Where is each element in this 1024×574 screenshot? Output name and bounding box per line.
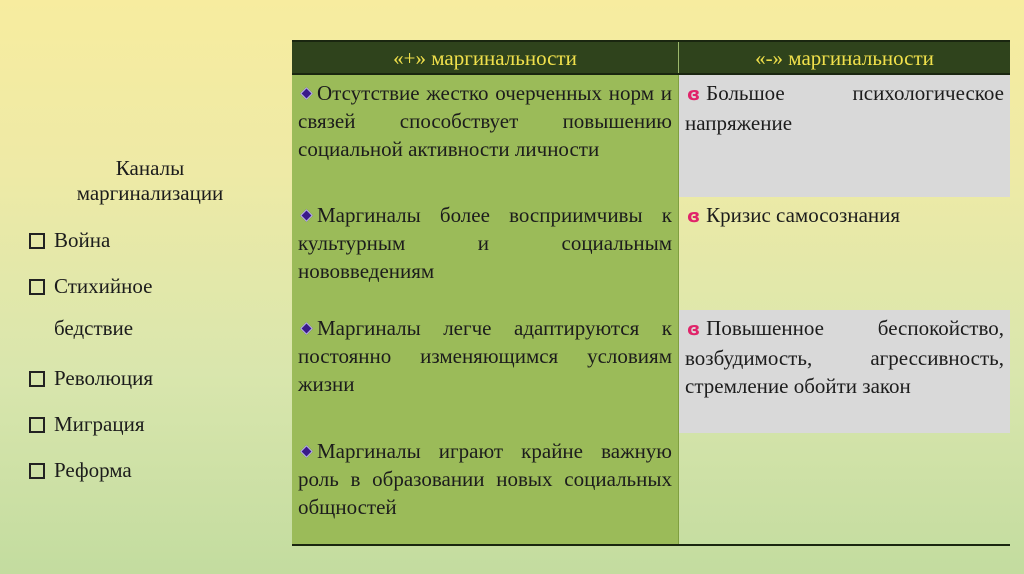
positive-text: Маргиналы легче адаптируются к постоянно изменяющимся условиям жизни <box>298 316 672 396</box>
list-item <box>28 455 153 501</box>
table-row <box>292 310 1010 433</box>
diamond-bullet-icon <box>300 87 313 100</box>
checkbox-bullet-icon <box>29 371 45 387</box>
checkbox-bullet-icon <box>29 233 45 249</box>
channels-list <box>28 225 153 501</box>
negative-cell <box>679 197 1011 310</box>
positive-cell <box>292 74 679 197</box>
list-spacer <box>28 317 153 363</box>
negative-text: Большое психологическое напряжение <box>685 81 1004 135</box>
negative-text: Повышенное беспокойство, возбудимость, агрессивность, стремление обойти закон <box>685 316 1004 398</box>
swirl-bullet-icon: ɞ <box>687 206 701 227</box>
table-row <box>292 197 1010 310</box>
list-item <box>28 225 153 271</box>
negative-cell <box>679 310 1011 433</box>
swirl-bullet-icon: ɞ <box>687 84 701 105</box>
checkbox-bullet-icon <box>29 417 45 433</box>
list-item <box>28 363 153 409</box>
channels-title: Каналы маргинализации <box>76 156 224 205</box>
channel-label-continuation: бедствие <box>54 316 134 340</box>
marginality-table <box>292 40 1010 546</box>
table-header-row <box>292 41 1010 74</box>
positive-text: Маргиналы играют крайне важную роль в образовании новых социальных общностей <box>298 439 672 519</box>
diamond-bullet-icon <box>300 209 313 222</box>
diamond-bullet-icon <box>300 445 313 458</box>
channel-label: Стихийное <box>54 274 153 298</box>
negative-text: Кризис самосознания <box>706 203 901 227</box>
positive-cell <box>292 433 679 545</box>
positive-cell <box>292 310 679 433</box>
swirl-bullet-icon: ɞ <box>687 319 701 340</box>
checkbox-bullet-icon <box>29 279 45 295</box>
header-positive: «+» маргинальности <box>292 41 679 74</box>
negative-cell <box>679 74 1011 197</box>
negative-cell <box>679 433 1011 545</box>
positive-cell <box>292 197 679 310</box>
channel-label: Реформа <box>54 458 132 482</box>
list-item <box>28 409 153 455</box>
channel-label: Война <box>54 228 111 252</box>
table-row <box>292 433 1010 545</box>
checkbox-bullet-icon <box>29 463 45 479</box>
diamond-bullet-icon <box>300 322 313 335</box>
list-item <box>28 271 153 340</box>
channel-label: Революция <box>54 366 154 390</box>
channel-label: Миграция <box>54 412 145 436</box>
table-row <box>292 74 1010 197</box>
positive-text: Маргиналы более восприимчивы к культурным и социальным нововведениям <box>298 203 672 283</box>
positive-text: Отсутствие жестко очерченных норм и связей способствует повышению социальной активности личности <box>298 81 672 161</box>
header-negative: «-» маргинальности <box>679 41 1011 74</box>
